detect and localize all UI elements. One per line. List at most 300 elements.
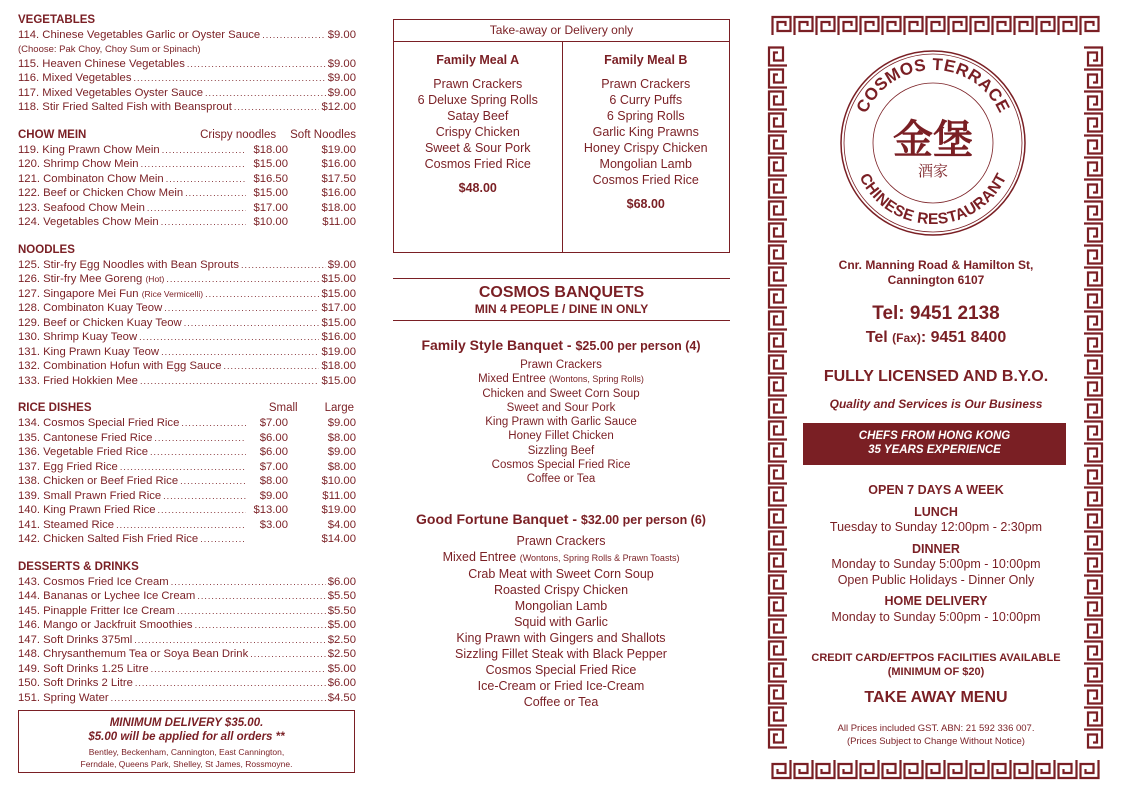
banquet-item-text: Mixed Entree	[442, 550, 517, 564]
price-large: $9.00	[327, 446, 356, 458]
price-large: $10.00	[321, 475, 356, 487]
menu-item	[18, 605, 356, 620]
menu-item-label: 130. Shrimp Kuay Teow	[18, 331, 138, 343]
price-small: $17.00	[253, 201, 288, 214]
menu-item-price: $9.00	[327, 57, 356, 70]
section-heading: NOODLES	[18, 243, 75, 256]
family-meal-a	[394, 42, 562, 252]
leader-dots	[205, 289, 319, 299]
column-headers	[200, 129, 356, 144]
menu-item-label: 140. King Prawn Fried Rice	[18, 504, 156, 516]
menu-item-price: $15.00	[321, 287, 356, 300]
menu-item-label: 122. Beef or Chicken Chow Mein	[18, 187, 184, 199]
price-large: $8.00	[327, 460, 356, 473]
section-title-chow-mein	[18, 129, 356, 144]
family-meals-box	[393, 19, 730, 253]
address-line-2: Cannington 6107	[887, 273, 985, 287]
fortune-banquet-price: $32.00 per person (6)	[580, 513, 706, 527]
family-banquet-price: $25.00 per person (4)	[575, 339, 701, 353]
menu-item-label: 131. King Prawn Kuay Teow	[18, 345, 160, 358]
menu-item-label: 115. Heaven Chinese Vegetables	[18, 57, 185, 70]
dinner-title: DINNER	[912, 541, 960, 556]
family-banquet-name: Family Style Banquet -	[421, 337, 576, 353]
price-small: $15.00	[253, 158, 288, 170]
section-title-noodles	[18, 244, 356, 259]
menu-item-label: 126. Stir-fry Mee Goreng	[18, 273, 143, 285]
leader-dots	[185, 188, 246, 198]
menu-item	[18, 576, 356, 591]
banquet-item-text: Coffee or Tea	[526, 473, 596, 486]
leader-dots	[111, 693, 326, 703]
banquet-item	[380, 662, 742, 678]
menu-item	[18, 648, 356, 663]
menu-item-label: 120. Shrimp Chow Mein	[18, 158, 139, 170]
menu-item-price: $15.00	[321, 374, 356, 387]
address	[790, 258, 1082, 288]
family-banquet-title	[380, 337, 742, 353]
leader-dots	[187, 59, 326, 69]
menu-item-label: 116. Mixed Vegetables	[18, 72, 132, 84]
menu-item-price: $18.00	[321, 360, 356, 372]
banquet-item-text: Prawn Crackers	[516, 534, 606, 548]
menu-item-price: $6.00	[327, 677, 356, 689]
menu-item-price: $4.50	[327, 691, 356, 704]
family-meal-b-item: Cosmos Fried Rice	[592, 173, 699, 187]
menu-item-note: (Hot)	[145, 274, 165, 284]
family-meal-b-item: Mongolian Lamb	[599, 157, 692, 171]
chefs-line-1: CHEFS FROM HONG KONG	[858, 430, 1011, 442]
family-meal-a-item: Prawn Crackers	[433, 77, 523, 91]
menu-item-price: $5.00	[327, 619, 356, 631]
price-large: $14.00	[321, 533, 356, 545]
fortune-banquet-name: Good Fortune Banquet -	[416, 511, 581, 527]
menu-item-price: $5.50	[327, 590, 356, 602]
banquet-item	[380, 444, 742, 458]
leader-dots	[180, 476, 246, 486]
price-small: $15.00	[253, 187, 288, 199]
banquet-item-note: (Wontons, Spring Rolls)	[549, 374, 644, 385]
menu-item-name	[18, 101, 232, 113]
menu-item	[18, 490, 356, 505]
section-title-vegetables	[18, 14, 356, 29]
menu-item-label: 147. Soft Drinks 375ml	[18, 633, 133, 646]
menu-item-note: (Rice Vermicelli)	[141, 288, 204, 299]
menu-item-label: 129. Beef or Chicken Kuay Teow	[18, 316, 182, 329]
menu-item	[18, 519, 356, 534]
menu-item	[18, 533, 356, 548]
menu-item-name	[18, 446, 148, 458]
menu-item-label: 143. Cosmos Fried Ice Cream	[18, 575, 169, 588]
column-headers	[269, 402, 356, 417]
menu-item-label: 144. Bananas or Lychee Ice Cream	[18, 590, 196, 602]
fax-number: : 9451 8400	[920, 329, 1007, 346]
logo-chinese-subtitle: 酒家	[917, 162, 949, 180]
menu-item-name	[18, 273, 164, 285]
family-meal-a-title: Family Meal A	[436, 53, 520, 67]
price-small: $9.00	[259, 489, 288, 502]
leader-dots	[133, 73, 325, 83]
price-large: $19.00	[321, 504, 356, 516]
delivery-suburbs-1: Bentley, Beckenham, Cannington, East Cannington,	[88, 747, 285, 757]
family-meal-b-item: Prawn Crackers	[601, 77, 691, 91]
menu-item-name	[18, 87, 203, 99]
menu-item-label: 136. Vegetable Fried Rice	[18, 446, 148, 458]
menu-item-price: $2.50	[327, 633, 356, 646]
leader-dots	[162, 145, 246, 155]
banquet-item-text: Roasted Crispy Chicken	[493, 583, 629, 597]
opening-hours	[790, 483, 1082, 625]
banquet-item-text: Sizzling Beef	[527, 444, 595, 457]
menu-item-price: $5.00	[327, 662, 356, 675]
menu-item	[18, 187, 356, 202]
logo-bottom-text: CHINESE RESTAURANT	[855, 170, 1011, 229]
menu-item-label: 121. Combinaton Chow Mein	[18, 172, 164, 185]
menu-item-name	[18, 202, 145, 214]
leader-dots	[161, 347, 319, 357]
menu-item-label: 123. Seafood Chow Mein	[18, 201, 145, 214]
leader-dots	[158, 505, 246, 515]
menu-item	[18, 634, 356, 649]
fax	[790, 329, 1082, 347]
leader-dots	[150, 447, 246, 457]
leader-dots	[120, 462, 246, 472]
menu-item-name	[18, 346, 159, 358]
menu-item-label: 128. Combinaton Kuay Teow	[18, 302, 163, 314]
menu-item-name	[18, 576, 169, 588]
address-line-1: Cnr. Manning Road & Hamilton St,	[838, 258, 1034, 272]
fortune-banquet-title	[380, 511, 742, 527]
banquet-item	[380, 358, 742, 372]
leader-dots	[184, 318, 320, 328]
menu-item-name	[18, 605, 175, 617]
menu-item-name	[18, 58, 185, 70]
family-meals-header: Take-away or Delivery only	[394, 20, 729, 42]
leader-dots	[116, 520, 246, 530]
leader-dots	[223, 361, 319, 371]
logo-top-text: COSMOS TERRACE	[852, 54, 1014, 116]
menu-item	[18, 173, 356, 188]
column-header: Crispy noodles	[200, 128, 277, 141]
prices-gst: All Prices included GST. ABN: 21 592 336 007.	[837, 723, 1035, 734]
chefs-line-2: 35 YEARS EXPERIENCE	[868, 444, 1001, 456]
leader-dots	[166, 174, 246, 184]
banquet-item	[380, 598, 742, 614]
menu-item-price: $19.00	[321, 345, 356, 358]
menu-item-label: 119. King Prawn Chow Mein	[18, 143, 160, 156]
menu-item-name	[18, 331, 137, 343]
menu-item-label: 149. Soft Drinks 1.25 Litre	[18, 662, 149, 675]
menu-item-name	[18, 461, 118, 473]
price-small: $13.00	[253, 504, 288, 516]
leader-dots	[197, 591, 325, 601]
family-meal-b	[562, 42, 730, 252]
menu-item-name	[18, 519, 114, 531]
leader-dots	[171, 577, 326, 587]
credit-line-1: CREDIT CARD/EFTPOS FACILITIES AVAILABLE	[811, 652, 1061, 664]
price-large: $4.00	[327, 518, 356, 531]
price-small: $18.00	[253, 143, 288, 156]
menu-item-name	[18, 619, 193, 631]
price-large: $11.00	[322, 216, 356, 228]
menu-item-name	[18, 360, 221, 372]
menu-item-price: $9.00	[327, 72, 356, 84]
family-meal-b-item: 6 Curry Puffs	[609, 93, 683, 107]
menu-item-label: 118. Stir Fried Salted Fish with Beansprout	[18, 101, 232, 113]
banquet-item	[380, 582, 742, 598]
banquet-item	[380, 678, 742, 694]
menu-item	[18, 461, 356, 476]
lunch-hours: Tuesday to Sunday 12:00pm - 2:30pm	[829, 520, 1043, 534]
menu-item-name	[18, 663, 149, 675]
menu-item	[18, 317, 356, 332]
banquet-item	[380, 472, 742, 486]
banquet-item-text: Honey Fillet Chicken	[508, 430, 614, 443]
leader-dots	[161, 217, 246, 227]
leader-dots	[177, 606, 326, 616]
banquet-item	[380, 415, 742, 429]
menu-item-name	[18, 144, 160, 156]
price-large: $19.00	[321, 143, 356, 156]
menu-item-label: 114. Chinese Vegetables Garlic or Oyster Sauce	[18, 29, 261, 41]
home-delivery-title: HOME DELIVERY	[884, 594, 988, 608]
family-meal-a-item: Sweet & Sour Pork	[424, 141, 531, 155]
family-style-banquet	[380, 337, 742, 487]
leader-dots	[195, 620, 326, 630]
leader-dots	[262, 30, 326, 40]
delivery-fee: $5.00 will be applied for all orders **	[88, 731, 285, 743]
menu-item-name	[18, 158, 139, 170]
menu-item	[18, 432, 356, 447]
banquet-item	[380, 429, 742, 443]
menu-item	[18, 417, 356, 432]
leader-dots	[200, 534, 246, 544]
banquet-item	[380, 630, 742, 646]
chefs-banner	[803, 423, 1066, 465]
menu-item-name	[18, 634, 132, 646]
takeaway-menu-title: TAKE AWAY MENU	[864, 689, 1008, 706]
banquet-item-text: Mongolian Lamb	[514, 599, 608, 613]
section-heading: DESSERTS & DRINKS	[18, 560, 139, 573]
menu-item-name	[18, 302, 162, 314]
leader-dots	[181, 418, 246, 428]
banquet-item-text: Crab Meat with Sweet Corn Soup	[468, 567, 654, 581]
banquet-item	[380, 458, 742, 472]
banquet-item	[380, 533, 742, 549]
menu-item-name	[18, 187, 183, 199]
price-large: $18.00	[321, 201, 356, 214]
price-small: $10.00	[253, 216, 288, 228]
price-large: $16.00	[321, 158, 356, 170]
delivery-suburbs-2: Ferndale, Queens Park, Shelley, St James, Rossmoyne.	[80, 759, 293, 769]
menu-item-label: 145. Pinapple Fritter Ice Cream	[18, 604, 175, 617]
banquets-subtitle: MIN 4 PEOPLE / DINE IN ONLY	[474, 302, 649, 316]
menu-item-name	[18, 317, 182, 329]
price-small: $7.00	[259, 460, 288, 473]
open-days: OPEN 7 DAYS A WEEK	[868, 483, 1004, 497]
leader-dots	[135, 678, 326, 688]
menu-item-name	[18, 432, 152, 444]
price-small: $7.00	[259, 417, 288, 429]
quality-slogan: Quality and Services is Our Business	[829, 397, 1043, 411]
price-small: $3.00	[259, 518, 288, 531]
menu-item	[18, 446, 356, 461]
price-large: $9.00	[327, 417, 356, 429]
section-title-desserts	[18, 561, 356, 576]
menu-item-name	[18, 216, 159, 228]
price-large: $8.00	[327, 431, 356, 444]
banquets-title: COSMOS BANQUETS	[478, 284, 645, 301]
menu-note: (Choose: Pak Choy, Choy Sum or Spinach)	[18, 43, 201, 55]
public-holidays: Open Public Holidays - Dinner Only	[837, 572, 1035, 587]
menu-item-label: 127. Singapore Mei Fun	[18, 287, 139, 300]
family-meal-b-item: 6 Spring Rolls	[606, 109, 685, 123]
menu-item-price: $9.00	[327, 29, 356, 41]
menu-item-price: $17.00	[321, 302, 356, 314]
menu-item-name	[18, 648, 248, 660]
banquet-item-text: Coffee or Tea	[523, 695, 599, 709]
leader-dots	[205, 88, 326, 98]
family-meal-b-item: Garlic King Prawns	[592, 125, 699, 139]
leader-dots	[154, 433, 246, 443]
menu-item-name	[18, 590, 195, 602]
family-meal-a-item: Crispy Chicken	[435, 125, 520, 139]
banquet-item-text: Prawn Crackers	[520, 359, 602, 371]
menu-item-label: 132. Combination Hofun with Egg Sauce	[18, 360, 222, 372]
prices-note	[790, 723, 1082, 748]
telephone: Tel: 9451 2138	[872, 303, 1000, 324]
banquet-item	[380, 614, 742, 630]
menu-item	[18, 331, 356, 346]
menu-item	[18, 288, 356, 303]
divider	[393, 278, 730, 279]
minimum-delivery: MINIMUM DELIVERY $35.00.	[109, 717, 264, 729]
menu-item	[18, 475, 356, 490]
home-delivery-hours: Monday to Sunday 5:00pm - 10:00pm	[831, 609, 1041, 624]
menu-item	[18, 346, 356, 361]
prices-subject-to-change: (Prices Subject to Change Without Notice)	[847, 735, 1025, 747]
fax-prefix: Tel	[865, 329, 893, 346]
banquet-item	[380, 694, 742, 710]
menu-item-price: $2.50	[327, 648, 356, 660]
menu-item-label: 124. Vegetables Chow Mein	[18, 216, 159, 228]
price-small: $8.00	[259, 475, 288, 487]
banquet-item	[380, 646, 742, 662]
menu-item	[18, 72, 356, 87]
price-large: $16.00	[321, 187, 356, 199]
menu-item-name	[18, 692, 109, 704]
menu-left-column	[18, 14, 356, 706]
menu-item-label: 151. Spring Water	[18, 691, 109, 704]
banquet-item-text: Chicken and Sweet Corn Soup	[482, 387, 640, 400]
menu-item	[18, 87, 356, 102]
banquet-item-text: King Prawn with Garlic Sauce	[485, 416, 637, 429]
menu-item	[18, 590, 356, 605]
menu-item	[18, 216, 356, 231]
menu-item	[18, 273, 356, 288]
menu-item	[18, 677, 356, 692]
column-header: Small	[268, 402, 298, 414]
good-fortune-banquet	[380, 511, 742, 710]
price-small: $16.50	[253, 172, 288, 185]
column-header: Soft Noodles	[290, 128, 356, 141]
menu-item	[18, 158, 356, 173]
menu-item-name	[18, 504, 156, 516]
menu-item-price: $6.00	[327, 575, 356, 588]
menu-item	[18, 375, 356, 390]
banquet-item-text: Cosmos Special Fried Rice	[485, 663, 637, 677]
banquet-item-text: Sweet and Sour Pork	[506, 401, 616, 414]
menu-item-label: 137. Egg Fried Rice	[18, 460, 118, 473]
price-large: $17.50	[321, 172, 356, 185]
menu-item-label: 138. Chicken or Beef Fried Rice	[18, 475, 179, 487]
menu-item-name	[18, 677, 133, 689]
banquet-item-text: King Prawn with Gingers and Shallots	[456, 631, 666, 645]
banquet-item	[380, 566, 742, 582]
menu-item-name	[18, 288, 203, 300]
credit-line-2: (MINIMUM OF $20)	[887, 666, 985, 678]
divider	[393, 320, 730, 321]
banquet-item-note: (Wontons, Spring Rolls & Prawn Toasts)	[519, 553, 680, 563]
leader-dots	[141, 159, 246, 169]
fax-label: (Fax)	[892, 331, 921, 345]
menu-item	[18, 692, 356, 707]
menu-item-label: 148. Chrysanthemum Tea or Soya Bean Drink	[18, 648, 249, 660]
lunch-title: LUNCH	[914, 504, 958, 519]
menu-item-name	[18, 475, 178, 487]
menu-item-name	[18, 417, 179, 429]
leader-dots	[234, 102, 320, 112]
family-meal-a-price: $48.00	[458, 181, 497, 195]
menu-item	[18, 144, 356, 159]
leader-dots	[241, 260, 326, 270]
menu-item	[18, 259, 356, 274]
leader-dots	[151, 664, 326, 674]
menu-item	[18, 202, 356, 217]
menu-item-label: 135. Cantonese Fried Rice	[18, 431, 153, 444]
banquet-item-text: Mixed Entree	[478, 373, 546, 386]
menu-item-price: $15.00	[321, 273, 356, 285]
menu-item-price: $12.00	[321, 101, 356, 113]
menu-item-label: 134. Cosmos Special Fried Rice	[18, 417, 180, 429]
menu-item-price: $5.50	[327, 604, 356, 617]
menu-item	[18, 29, 356, 44]
menu-item-name	[18, 375, 138, 387]
family-meal-a-item: Satay Beef	[447, 109, 509, 123]
family-meal-b-title: Family Meal B	[604, 53, 688, 67]
price-small: $6.00	[259, 446, 288, 458]
section-title-rice	[18, 402, 356, 417]
banquet-item-text: Squid with Garlic	[514, 615, 608, 629]
menu-item-label: 141. Steamed Rice	[18, 518, 115, 531]
menu-item	[18, 58, 356, 73]
family-meal-a-item: Cosmos Fried Rice	[424, 157, 531, 171]
menu-item-name	[18, 72, 131, 84]
delivery-info-box	[18, 710, 355, 773]
dinner-hours: Monday to Sunday 5:00pm - 10:00pm	[831, 557, 1041, 571]
price-small: $6.00	[259, 431, 288, 444]
leader-dots	[147, 203, 246, 213]
leader-dots	[164, 303, 319, 313]
section-heading: CHOW MEIN	[18, 128, 87, 141]
section-heading: VEGETABLES	[18, 14, 96, 26]
logo-chinese-name: 金堡	[893, 117, 973, 163]
banquet-item	[380, 372, 742, 386]
banquet-item	[380, 549, 742, 566]
menu-item-label: 150. Soft Drinks 2 Litre	[18, 677, 133, 689]
banquets-header	[393, 278, 730, 321]
leader-dots	[163, 491, 246, 501]
menu-item-label: 146. Mango or Jackfruit Smoothies	[18, 619, 193, 631]
